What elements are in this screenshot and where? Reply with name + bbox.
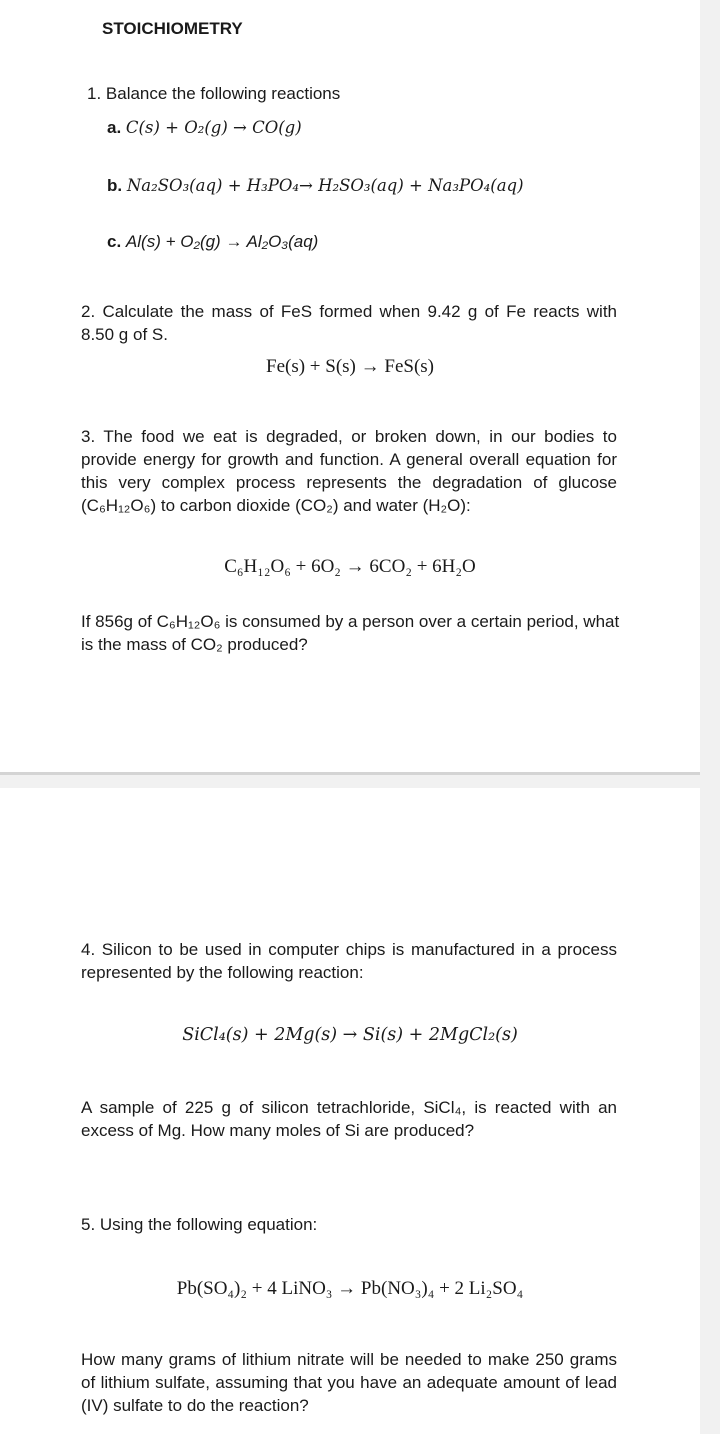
q1a-equation: C(s) + O₂(g) → CO(g) <box>125 118 302 137</box>
q4-question: A sample of 225 g of silicon tetrachloride, SiCl₄, is reacted with an excess of Mg. How many moles of Si are produced? <box>81 1098 617 1140</box>
q1-heading: 1. Balance the following reactions <box>87 84 341 103</box>
page-separator <box>0 772 700 775</box>
q1b-equation: Na₂SO₃(aq) + H₃PO₄→ H₂SO₃(aq) + Na₃PO₄(aq) <box>126 176 524 195</box>
q1c-label: c. <box>107 232 122 251</box>
q5-text: 5. Using the following equation: <box>81 1215 318 1234</box>
q4-equation-row <box>0 1025 700 1045</box>
q1b-label: b. <box>107 176 123 195</box>
q4-text: 4. Silicon to be used in computer chips is manufactured in a process represented by the following reaction: <box>81 940 617 982</box>
q3-text: 3. The food we eat is degraded, or broken down, in our bodies to provide energy for growth and function. A general overall equation for this very complex process represents the degradation of glucose (C₆H₁₂O₆) to carbon dioxide (CO₂) and water (H₂O): <box>81 427 617 515</box>
viewer-margin <box>700 0 720 1434</box>
q1b <box>107 176 524 196</box>
q5-equation: Pb(SO₄)₂ + 4 LiNO₃ → Pb(NO₃)₄ + 2 Li₂SO₄ <box>176 1278 524 1299</box>
q4-equation: SiCl₄(s) + 2Mg(s) → Si(s) + 2MgCl₂(s) <box>182 1025 518 1045</box>
q1c <box>107 232 318 252</box>
q3-equation: C₆H₁₂O₆ + 6O₂ → 6CO₂ + 6H₂O <box>224 556 476 577</box>
q2-equation: Fe(s) + S(s) → FeS(s) <box>266 356 434 377</box>
q1a <box>107 118 302 138</box>
q2-text: 2. Calculate the mass of FeS formed when 9.42 g of Fe reacts with 8.50 g of S. <box>81 302 617 344</box>
q3-question: If 856g of C₆H₁₂O₆ is consumed by a person over a certain period, what is the mass of CO₂ produced? <box>81 612 620 654</box>
page-title: STOICHIOMETRY <box>102 19 243 38</box>
q1c-equation: Al(s) + O₂(g) → Al₂O₃(aq) <box>125 232 319 251</box>
q1a-label: a. <box>107 118 122 137</box>
q5-question: How many grams of lithium nitrate will be needed to make 250 grams of lithium sulfate, assuming that you have an adequate amount of lead (IV) sulfate to do the reaction? <box>81 1350 617 1415</box>
